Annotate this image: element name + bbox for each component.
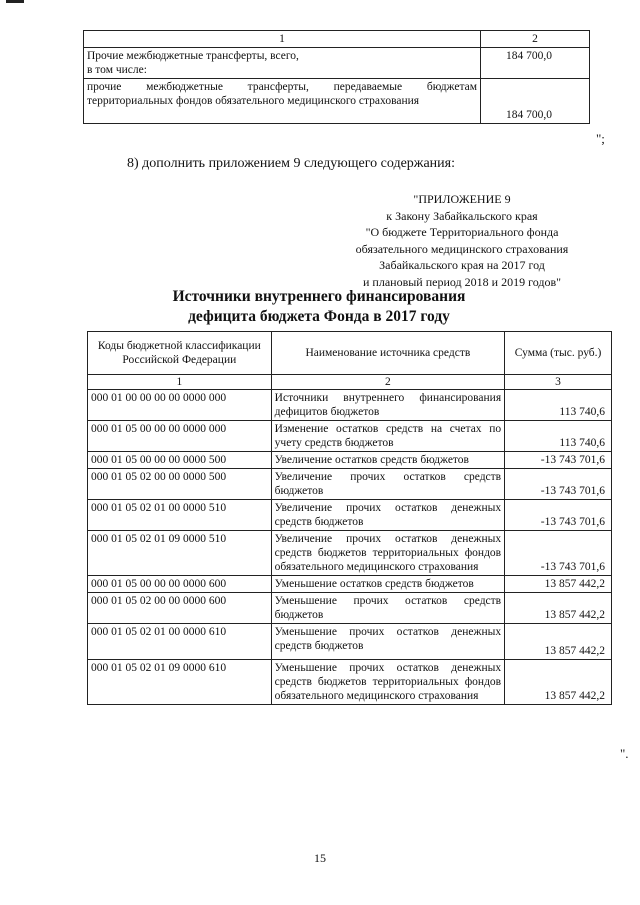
column-number-row [88,375,612,390]
appendix-line: "О бюджете Территориального фонда [365,225,559,239]
appendix-line: обязательного медицинского страхования [355,241,569,256]
row-sum: 13 857 442,2 [505,660,612,705]
table-row [88,452,612,469]
row-sum: 13 857 442,2 [505,624,612,660]
appendix-line: к Закону Забайкальского края [386,208,538,223]
row-value: 184 700,0 [481,48,590,79]
row-code: 000 01 05 02 01 09 0000 510 [88,531,272,576]
appendix-line: Забайкальского края на 2017 год [379,258,545,272]
row-code: 000 01 05 00 00 00 0000 500 [88,452,272,469]
row-code: 000 01 05 02 01 09 0000 610 [88,660,272,705]
appendix-line: и плановый период 2018 и 2019 годов" [362,274,562,289]
row-sum: -13 743 701,6 [505,469,612,500]
column-number-row [84,31,590,48]
row-sum: -13 743 701,6 [505,531,612,576]
title-line-2: дефицита бюджета Фонда в 2017 году [188,308,450,325]
table-row [88,593,612,624]
col-number-2: 2 [481,31,590,48]
row-sum: -13 743 701,6 [505,500,612,531]
row-code: 000 01 05 02 01 00 0000 610 [88,624,272,660]
scan-mark [6,0,24,3]
row-name: Увеличение прочих остатков денежных средств бюджетов [271,500,504,531]
table-row [88,576,612,593]
row-sum: -13 743 701,6 [505,452,612,469]
row-name: Источники внутреннего финансирования дефицитов бюджетов [271,390,504,421]
table-row [88,500,612,531]
row-code: 000 01 05 02 00 00 0000 600 [88,593,272,624]
title-line-1: Источники внутреннего финансирования [172,288,466,305]
table-row [88,624,612,660]
row-sum: 13 857 442,2 [505,576,612,593]
closing-quote: ". [620,746,629,761]
table-row [84,79,590,124]
header-code: Коды бюджетной классификации Российской Федерации [88,332,272,375]
row-name: Уменьшение прочих остатков денежных средств бюджетов территориальных фондов обязательного медицинского страхования [271,660,504,705]
row-name: Увеличение остатков средств бюджетов [271,452,504,469]
table-row [88,469,612,500]
col-number-2: 2 [271,375,504,390]
row-code: 000 01 05 02 01 00 0000 510 [88,500,272,531]
row-name: Увеличение прочих остатков средств бюджетов [271,469,504,500]
page-number: 15 [314,851,326,865]
header-name: Наименование источника средств [271,332,504,375]
document-title [90,287,548,327]
row-code: 000 01 05 00 00 00 0000 000 [88,421,272,452]
row-name: Уменьшение прочих остатков денежных средств бюджетов [271,624,504,660]
row-value: 184 700,0 [481,79,590,124]
col-number-3: 3 [505,375,612,390]
table-row [88,660,612,705]
row-name: Изменение остатков средств на счетах по учету средств бюджетов [271,421,504,452]
row-code: 000 01 00 00 00 00 0000 000 [88,390,272,421]
table-row [84,48,590,79]
col-number-1: 1 [84,31,481,48]
row-sum: 13 857 442,2 [505,593,612,624]
table-row [88,421,612,452]
transfers-table [83,30,590,124]
row-sum: 113 740,6 [505,421,612,452]
amendment-paragraph: 8) дополнить приложением 9 следующего содержания: [127,156,455,171]
col-number-1: 1 [88,375,272,390]
appendix-header [330,191,594,290]
header-row [88,332,612,375]
row-name: Увеличение прочих остатков денежных средств бюджетов территориальных фондов обязательного медицинского страхования [271,531,504,576]
financing-sources-table [87,331,612,705]
closing-quote: "; [596,131,605,146]
table-row [88,531,612,576]
table-row [88,390,612,421]
header-sum: Сумма (тыс. руб.) [505,332,612,375]
row-code: 000 01 05 02 00 00 0000 500 [88,469,272,500]
row-name: Уменьшение прочих остатков средств бюджетов [271,593,504,624]
row-name: Прочие межбюджетные трансферты, всего, в том числе: [84,48,481,79]
row-sum: 113 740,6 [505,390,612,421]
row-code: 000 01 05 00 00 00 0000 600 [88,576,272,593]
row-name: Уменьшение остатков средств бюджетов [271,576,504,593]
appendix-line: "ПРИЛОЖЕНИЕ 9 [413,192,511,206]
row-name: прочие межбюджетные трансферты, передаваемые бюджетам территориальных фондов обязательного медицинского страхования [84,79,481,124]
